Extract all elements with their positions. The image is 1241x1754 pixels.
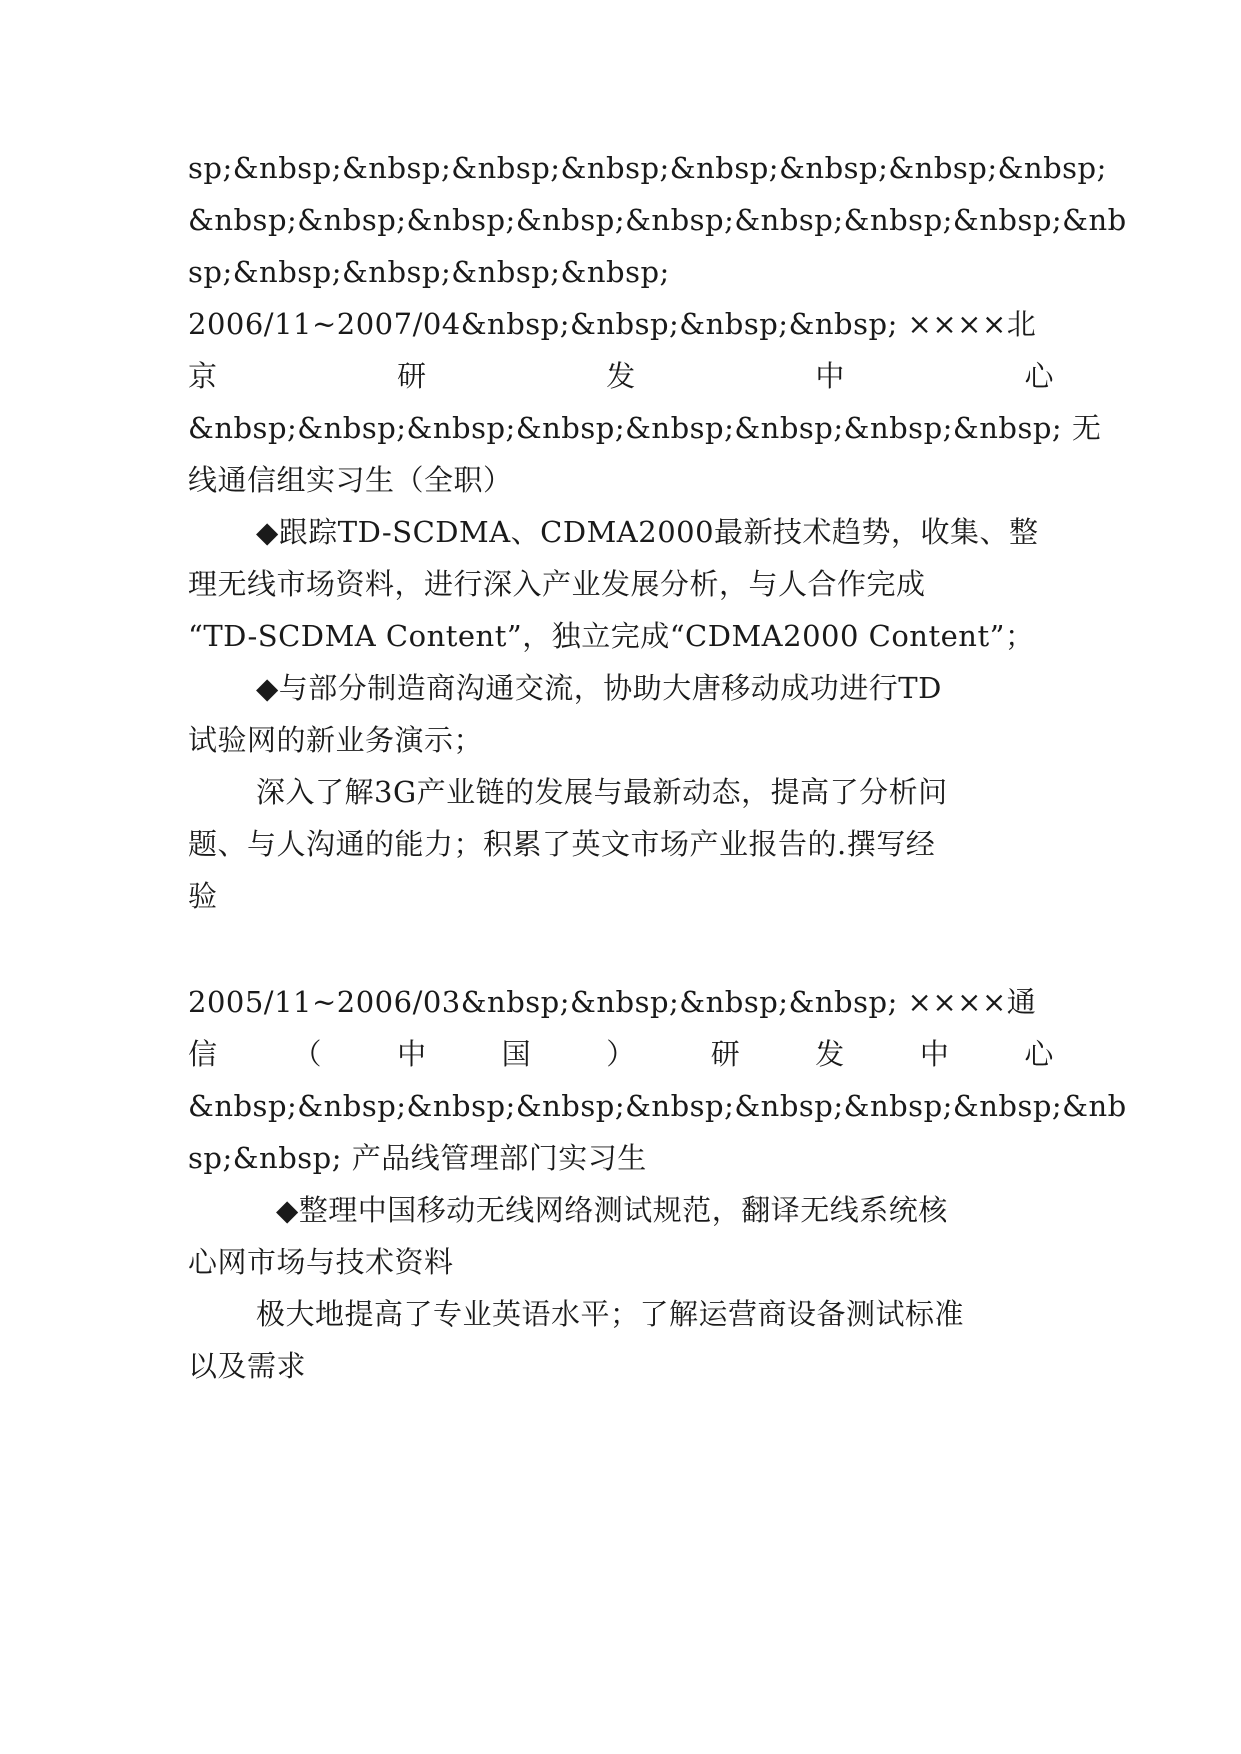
char: 发	[815, 1037, 845, 1071]
company-name-line	[188, 1034, 1054, 1074]
text-line: 题、与人沟通的能力；积累了英文市场产业报告的.撰写经	[188, 827, 936, 861]
job-title-line: sp;&nbsp; 产品线管理部门实习生	[188, 1141, 647, 1175]
text-line: sp;&nbsp;&nbsp;&nbsp;&nbsp;	[188, 255, 670, 289]
text-line: sp;&nbsp;&nbsp;&nbsp;&nbsp;&nbsp;&nbsp;&nbsp;&nbsp;	[188, 151, 1107, 185]
summary-line: 极大地提高了专业英语水平；了解运营商设备测试标准	[256, 1297, 965, 1331]
job-title-line: 线通信组实习生（全职）	[188, 463, 513, 497]
text-line: 以及需求	[188, 1349, 307, 1383]
char: 信	[188, 1037, 218, 1071]
char: ）	[606, 1037, 636, 1071]
char: 研	[397, 359, 427, 393]
text-line: 试验网的新业务演示；	[188, 723, 484, 757]
char: 研	[710, 1037, 741, 1071]
text-line: &nbsp;&nbsp;&nbsp;&nbsp;&nbsp;&nbsp;&nbsp;&nbsp; 无	[188, 411, 1102, 445]
bullet-line: ◆与部分制造商沟通交流，协助大唐移动成功进行TD	[256, 671, 942, 705]
company-name-line	[188, 356, 1054, 396]
text-line: &nbsp;&nbsp;&nbsp;&nbsp;&nbsp;&nbsp;&nbsp;&nbsp;&nb	[188, 1089, 1127, 1123]
char: 心	[1024, 1037, 1054, 1071]
bullet-line: ◆跟踪TD-SCDMA、CDMA2000最新技术趋势，收集、整	[256, 515, 1039, 549]
text-line: 理无线市场资料，进行深入产业发展分析，与人合作完成	[188, 567, 926, 601]
job-date-line: 2006/11~2007/04&nbsp;&nbsp;&nbsp;&nbsp; ××××北	[188, 307, 1037, 341]
char: 中	[919, 1037, 950, 1071]
bullet-line: ◆整理中国移动无线网络测试规范，翻译无线系统核	[276, 1193, 948, 1227]
char: 中	[815, 359, 845, 393]
text-line: “TD-SCDMA Content”，独立完成“CDMA2000 Content”；	[188, 619, 1035, 653]
char: 心	[1024, 359, 1054, 393]
text-line: 验	[188, 879, 218, 913]
job-date-line: 2005/11~2006/03&nbsp;&nbsp;&nbsp;&nbsp; ××××通	[188, 985, 1037, 1019]
summary-line: 深入了解3G产业链的发展与最新动态，提高了分析问	[256, 775, 948, 809]
char: 国	[501, 1037, 532, 1071]
char: （	[292, 1037, 323, 1071]
text-line: &nbsp;&nbsp;&nbsp;&nbsp;&nbsp;&nbsp;&nbsp;&nbsp;&nb	[188, 203, 1127, 237]
text-line: 心网市场与技术资料	[188, 1245, 454, 1279]
char: 京	[188, 359, 218, 393]
char: 发	[606, 359, 636, 393]
char: 中	[397, 1037, 427, 1071]
